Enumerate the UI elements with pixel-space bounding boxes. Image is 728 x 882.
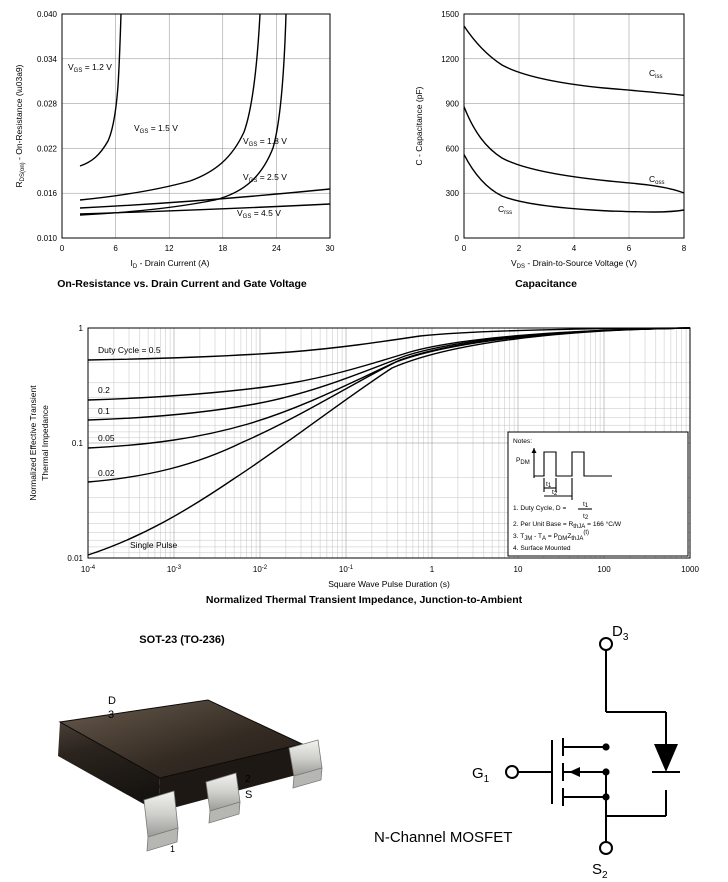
package-drawing xyxy=(0,652,364,872)
svg-text:1200: 1200 xyxy=(441,54,459,64)
svg-text:8: 8 xyxy=(681,244,687,253)
thermal-impedance-chart-caption: Normalized Thermal Transient Impedance, Junction-to-Ambient xyxy=(205,594,523,606)
svg-text:0.040: 0.040 xyxy=(36,10,57,19)
grid-lines xyxy=(62,14,330,238)
package-panel xyxy=(0,634,364,882)
svg-text:0.016: 0.016 xyxy=(36,189,57,199)
svg-text:0.1: 0.1 xyxy=(71,439,83,448)
label-vgs-1-8: $V_{GS} = 1.8$ V xyxy=(243,136,287,148)
y-axis-label xyxy=(14,64,26,187)
pin-label-d: D xyxy=(108,695,116,707)
label-ciss: $C_{iss}$ xyxy=(649,68,663,80)
pin-label-s: S xyxy=(245,789,253,801)
schematic-panel xyxy=(364,620,728,882)
curve-duty-0-05 xyxy=(88,328,690,448)
svg-text:0: 0 xyxy=(461,244,467,253)
curve-duty-0-1 xyxy=(88,328,690,420)
schematic-source-label: $S_2$ xyxy=(592,861,608,881)
label-coss: $C_{oss}$ xyxy=(649,174,665,186)
svg-text:0: 0 xyxy=(454,234,459,243)
junction-dot-drain xyxy=(602,743,609,750)
svg-text:3. TJM - TA = PDMZthJA(t): 3. TJM - TA = PDMZthJA(t) xyxy=(513,530,590,542)
label-crss: $C_{rss}$ xyxy=(498,204,513,216)
y-axis-ticks xyxy=(441,10,459,243)
on-resistance-chart-panel xyxy=(0,0,364,300)
svg-text:300: 300 xyxy=(445,189,459,199)
zth-y-axis-label-line2: Thermal Impedance xyxy=(40,405,50,481)
svg-text:0.034: 0.034 xyxy=(36,54,57,64)
body-diode xyxy=(654,744,678,772)
x-axis-label xyxy=(511,258,637,270)
svg-text:t1: t1 xyxy=(546,481,552,489)
grid-lines xyxy=(464,14,684,238)
svg-text:6: 6 xyxy=(113,244,118,253)
svg-text:1. Duty Cycle, D =: 1. Duty Cycle, D = xyxy=(513,505,567,512)
label-vgs-2-5: $V_{GS} = 2.5$ V xyxy=(243,172,287,184)
package-body xyxy=(58,700,302,812)
label-vgs-1-2: $V_{GS} = 1.2$ V xyxy=(68,62,112,74)
svg-text:10: 10 xyxy=(513,565,523,574)
svg-text:4: 4 xyxy=(571,244,577,253)
package-title: SOT-23 (TO-236) xyxy=(139,634,225,646)
y-axis-ticks xyxy=(37,10,58,243)
curve-vgs-1-2 xyxy=(80,14,121,166)
svg-text:10-4: $10^{-4}$ xyxy=(80,565,96,574)
svg-text:12: 12 xyxy=(164,244,174,253)
pin-label-pin1: 1 xyxy=(170,844,176,854)
capacitance-chart-panel xyxy=(364,0,728,300)
schematic-gate-label: $G_1$ xyxy=(472,765,490,785)
svg-text:PDM: PDM xyxy=(516,457,530,466)
body-arrow xyxy=(569,767,580,777)
curve-duty-0-2 xyxy=(88,328,690,400)
notes-box xyxy=(508,432,688,556)
svg-text:10-2: $10^{-2}$ xyxy=(252,565,268,574)
label-vgs-1-5: $V_{GS} = 1.5$ V xyxy=(134,123,178,135)
curve-vgs-1-5 xyxy=(80,14,260,200)
junction-dot-body xyxy=(602,768,609,775)
on-resistance-chart-svg xyxy=(0,0,364,270)
svg-text:0.01: 0.01 xyxy=(67,554,83,563)
svg-text:6: 6 xyxy=(626,244,632,253)
label-duty-0-05: 0.05 xyxy=(98,433,115,443)
capacitance-chart-caption: Capacitance xyxy=(515,278,577,290)
svg-text:ID - Drain Current (A): $I_D$ - Drain Current (A) xyxy=(130,258,210,270)
svg-text:VDS - Drain-to-Source Voltage: $V_{DS}$ - Drain-to-Source Voltage (V) xyxy=(511,258,637,270)
svg-text:0.022: 0.022 xyxy=(36,144,57,154)
svg-text:10-3: $10^{-3}$ xyxy=(166,565,182,574)
y-axis-ticks xyxy=(67,324,83,563)
svg-text:18: 18 xyxy=(218,244,228,253)
svg-text:t2: t2 xyxy=(552,489,558,497)
label-duty-0-2: 0.2 xyxy=(98,385,110,395)
curve-duty-0-5 xyxy=(88,328,690,360)
on-resistance-chart-caption: On-Resistance vs. Drain Current and Gate Voltage xyxy=(57,278,307,290)
label-vgs-4-5: $V_{GS} = 4.5$ V xyxy=(237,208,281,220)
svg-text:24: 24 xyxy=(271,244,281,253)
pin-label-pin2: 2 xyxy=(245,774,251,785)
x-axis-ticks xyxy=(60,244,335,253)
curve-vgs-1-8 xyxy=(80,14,286,215)
svg-text:1: 1 xyxy=(78,324,83,333)
label-duty-0-02: 0.02 xyxy=(98,468,115,478)
svg-text:2. Per Unit Base = RthJA = 166: 2. Per Unit Base = RthJA = 166 °C/W xyxy=(513,521,622,530)
svg-text:0: 0 xyxy=(59,244,65,253)
label-duty-0-5: Duty Cycle = 0.5 xyxy=(98,345,161,355)
x-axis-ticks xyxy=(462,244,687,253)
thermal-impedance-chart-svg xyxy=(0,310,728,590)
svg-text:t2: t2 xyxy=(583,513,589,521)
zth-y-axis-label-line1: Normalized Effective Transient xyxy=(28,385,38,501)
svg-text:RDS(on) - On-Resistance (\u03a: $R_{DS(on)}$ - On-Resistance (\u03a9) xyxy=(14,64,26,188)
x-axis-ticks xyxy=(81,565,700,574)
thermal-impedance-chart-panel xyxy=(0,310,728,620)
svg-text:1: 1 xyxy=(429,565,435,574)
y-axis-label xyxy=(414,86,424,165)
svg-text:1500: 1500 xyxy=(441,10,459,19)
svg-text:4. Surface Mounted: 4. Surface Mounted xyxy=(513,545,571,552)
pin-label-d-num: 3 xyxy=(108,709,115,721)
svg-text:100: 100 xyxy=(597,565,611,574)
svg-text:900: 900 xyxy=(445,99,459,109)
schematic-title: N-Channel MOSFET xyxy=(374,829,513,846)
schematic-drain-label: $D_3$ xyxy=(612,623,629,643)
svg-text:C - Capacitance (pF): C - Capacitance (pF) xyxy=(414,86,424,166)
label-duty-0-1: 0.1 xyxy=(98,406,110,416)
zth-x-axis-label: Square Wave Pulse Duration (s) xyxy=(328,579,450,589)
svg-text:0.010: 0.010 xyxy=(36,234,57,243)
svg-text:2: 2 xyxy=(516,244,522,253)
svg-text:30: 30 xyxy=(325,244,335,253)
notes-title: Notes: xyxy=(513,438,533,445)
svg-text:1000: 1000 xyxy=(681,565,699,574)
svg-text:10-1: $10^{-1}$ xyxy=(338,565,354,574)
capacitance-chart-svg xyxy=(364,0,728,270)
mosfet-schematic xyxy=(364,620,728,882)
svg-text:0.028: 0.028 xyxy=(36,99,57,109)
junction-dot-source xyxy=(602,793,609,800)
svg-text:t1: t1 xyxy=(583,501,589,509)
label-single-pulse: Single Pulse xyxy=(130,540,178,550)
x-axis-label xyxy=(131,258,210,270)
svg-text:600: 600 xyxy=(445,144,459,154)
